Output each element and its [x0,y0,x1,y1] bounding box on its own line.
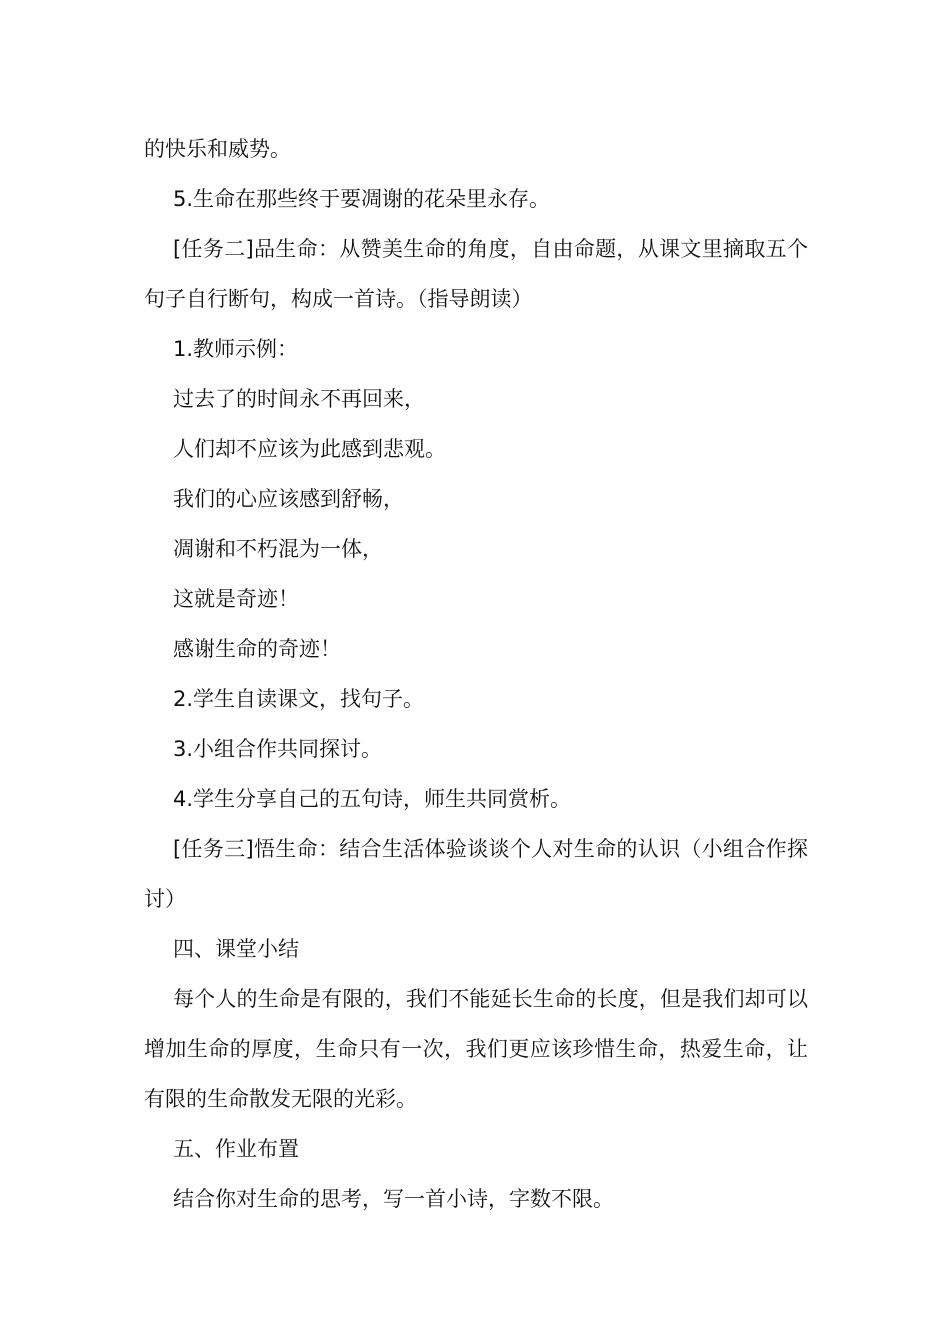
paragraph-continuation: 的快乐和威势。 [144,137,291,161]
paragraph-homework: 结合你对生命的思考，写一首小诗，字数不限。 [173,1187,614,1211]
paragraph-task-two: [任务二]品生命：从赞美生命的角度，自由命题，从课文里摘取五个句子自行断句，构成一首诗。（指导朗读） [144,237,808,311]
paragraph-task-three: [任务三]悟生命：结合生活体验谈谈个人对生命的认识（小组合作探讨） [144,837,808,911]
poem-line-1: 过去了的时间永不再回来， [173,387,425,411]
paragraph-step-3: 3.小组合作共同探讨。 [173,737,383,761]
paragraph-step-4: 4.学生分享自己的五句诗，师生共同赏析。 [173,787,572,811]
paragraph-step-2: 2.学生自读课文，找句子。 [173,687,425,711]
paragraph-item-5: 5.生命在那些终于要凋谢的花朵里永存。 [173,187,551,211]
poem-line-6: 感谢生命的奇迹！ [173,637,341,661]
paragraph-summary: 每个人的生命是有限的，我们不能延长生命的长度，但是我们却可以增加生命的厚度，生命只有一次，我们更应该珍惜生命，热爱生命，让有限的生命散发无限的光彩。 [144,987,808,1111]
poem-line-2: 人们却不应该为此感到悲观。 [173,437,446,461]
document-body [144,124,808,1224]
poem-line-3: 我们的心应该感到舒畅， [173,487,404,511]
poem-line-5: 这就是奇迹！ [173,587,299,611]
paragraph-teacher-example: 1.教师示例： [173,337,299,361]
section-heading-summary: 四、课堂小结 [173,937,299,961]
poem-line-4: 凋谢和不朽混为一体， [173,537,383,561]
section-heading-homework: 五、作业布置 [173,1137,299,1161]
